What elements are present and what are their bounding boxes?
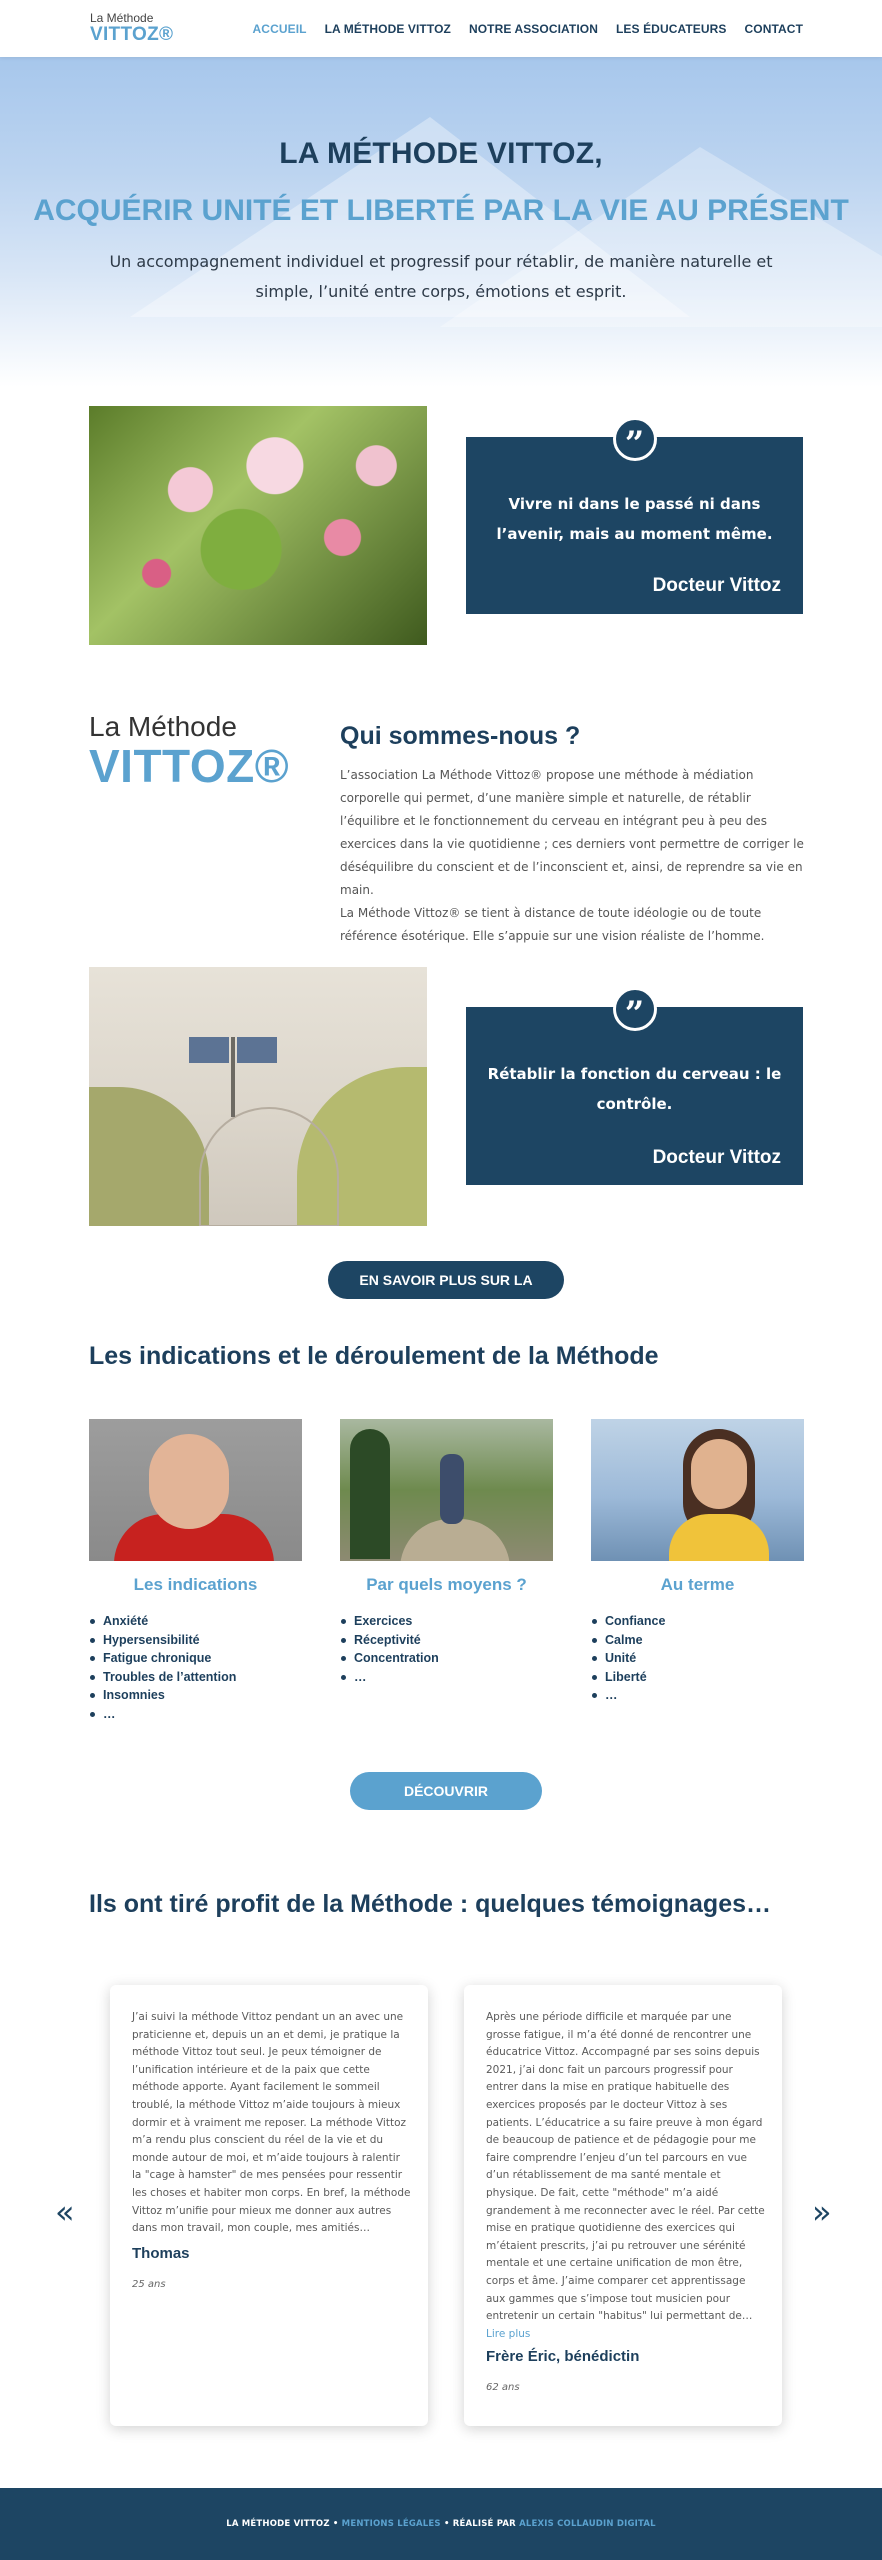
testimonial-age: 25 ans (132, 2279, 166, 2290)
quote-text: Vivre ni dans le passé ni dans l’avenir, mais au moment même. (496, 495, 773, 543)
carousel-prev-icon[interactable]: « (55, 2193, 75, 2231)
nav-contact[interactable]: CONTACT (744, 22, 803, 36)
photo-shape (440, 1454, 464, 1524)
footer-text: LA MÉTHODE VITTOZ • (226, 2519, 339, 2529)
means-photo (340, 1419, 553, 1561)
indications-photo (89, 1419, 302, 1561)
outcome-photo (591, 1419, 804, 1561)
direction-sign (189, 1037, 229, 1063)
about-text (340, 764, 805, 948)
indications-title: Les indications et le déroulement de la Méthode (89, 1342, 659, 1370)
agency-link[interactable]: ALEXIS COLLAUDIN DIGITAL (519, 2519, 656, 2529)
site-header (0, 0, 882, 57)
site-logo[interactable] (90, 12, 173, 44)
testimonial-text (486, 2009, 766, 2343)
carousel-next-icon[interactable]: » (812, 2193, 832, 2231)
sign-post (231, 1037, 235, 1117)
list-item: Concentration (340, 1649, 553, 1668)
list-item: Calme (591, 1631, 804, 1650)
list-item: Anxiété (89, 1612, 302, 1631)
list-item: Troubles de l’attention (89, 1668, 302, 1687)
nav-association[interactable]: NOTRE ASSOCIATION (468, 22, 598, 36)
crossroads-drawing (89, 967, 427, 1226)
column-title: Par quels moyens ? (366, 1575, 527, 1594)
outcome-list (591, 1612, 804, 1705)
testimonial-text (132, 2009, 412, 2238)
list-item: Hypersensibilité (89, 1631, 302, 1650)
logo-line1: La Méthode (90, 11, 154, 25)
quote-author: Docteur Vittoz (652, 1147, 781, 1168)
testimonial-author: Frère Éric, bénédictin (486, 2348, 640, 2365)
quote-box (466, 424, 803, 614)
footer-text: • RÉALISÉ PAR (443, 2519, 516, 2529)
direction-sign (237, 1037, 277, 1063)
quote-box (466, 994, 803, 1185)
photo-shape (669, 1514, 769, 1561)
testimonial-body: Après une période difficile et marquée par une grosse fatigue, il m’a été donné de rencontrer une éducatrice Vittoz. Accompagné par ses soins depuis 2021, j’ai donc fait un parcours progressif pour entrer dans la mise en pratique habituelle des exercices proposés par le docteur Vittoz à ses patients. L’éducatrice a su faire preuve à mon égard de beaucoup de patience et de pédagogie pour me faire comprendre l’enjeu d’un tel parcours en vue d’un rétablissement de ma santé mentale et physique. De fait, cette "méthode" m’a aidé grandement à me reconnecter avec le réel. Par cette mise en pratique quotidienne des exercices qui m’étaient prescrits, j’ai pu retrouver une sérénité mentale et une certaine unification de mon être, corps et âme. J’aime comparer cet apprentissage aux gammes que s’impose tout musicien pour entretenir un certain "habitus" lui permettant de… (486, 2011, 765, 2323)
list-item: Réceptivité (340, 1631, 553, 1650)
hero-subtitle-title: ACQUÉRIR UNITÉ ET LIBERTÉ PAR LA VIE AU PRÉSENT (33, 194, 849, 227)
hero-description: Un accompagnement individuel et progressif pour rétablir, de manière naturelle et simple, l’unité entre corps, émotions et esprit. (109, 252, 773, 301)
list-item: … (89, 1705, 302, 1724)
hill-shape (89, 1087, 209, 1226)
list-item: Liberté (591, 1668, 804, 1687)
photo-shape (149, 1434, 229, 1529)
photo-shape (691, 1439, 747, 1509)
about-title: Qui sommes-nous ? (340, 722, 581, 750)
indications-list (89, 1612, 302, 1723)
photo-shape (400, 1519, 510, 1561)
nav-methode[interactable]: LA MÉTHODE VITTOZ (324, 22, 451, 36)
list-item: … (340, 1668, 553, 1687)
column-title: Les indications (133, 1575, 258, 1594)
discover-association-button[interactable]: DÉCOUVRIR L’ASSOCIATION (350, 1772, 542, 1810)
apple-blossom-photo (89, 406, 427, 645)
about-logo-line2: VITTOZ® (89, 740, 290, 792)
legal-notice-link[interactable]: MENTIONS LÉGALES (341, 2519, 441, 2529)
about-paragraph: L’association La Méthode Vittoz® propose une méthode à médiation corporelle qui permet, d’une manière simple et naturelle, de rétablir l’équilibre et le fonctionnement du cerveau en intégrant peu à peu des exercices dans la vie quotidienne ; ces derniers vont permettre de corriger le déséquilibre du conscient et de l’inconscient et, ainsi, de reprendre sa vie en main. (340, 768, 804, 897)
learn-more-button[interactable]: EN SAVOIR PLUS SUR LA MÉTHODE (328, 1261, 564, 1299)
testimonial-card (464, 1985, 782, 2426)
logo-line2: VITTOZ® (90, 24, 174, 45)
quote-text: Rétablir la fonction du cerveau : le contrôle. (487, 1065, 782, 1113)
list-item: … (591, 1686, 804, 1705)
photo-shape (350, 1429, 390, 1559)
main-nav (253, 22, 803, 36)
read-more-link[interactable]: Lire plus (486, 2327, 531, 2340)
nav-educateurs[interactable]: LES ÉDUCATEURS (616, 22, 727, 36)
about-logo-line1: La Méthode (89, 711, 237, 742)
site-footer (0, 2488, 882, 2560)
testimonial-card (110, 1985, 428, 2426)
testimonials-title: Ils ont tiré profit de la Méthode : quelques témoignages… (89, 1890, 772, 1918)
list-item: Insomnies (89, 1686, 302, 1705)
list-item: Confiance (591, 1612, 804, 1631)
means-list (340, 1612, 553, 1686)
testimonial-author: Thomas (132, 2245, 190, 2262)
testimonial-age: 62 ans (486, 2382, 520, 2393)
hero-banner (0, 57, 882, 387)
quote-icon: ” (613, 987, 657, 1031)
hero-title: LA MÉTHODE VITTOZ, (279, 137, 603, 170)
list-item: Fatigue chronique (89, 1649, 302, 1668)
quote-icon: ” (613, 417, 657, 461)
list-item: Unité (591, 1649, 804, 1668)
testimonial-body: J’ai suivi la méthode Vittoz pendant un an avec une praticienne et, depuis un an et demi, je pratique la méthode Vittoz tout seul. Je peux témoigner de l’unification intérieure et de la paix que cette méthode apporte. Ayant facilement le sommeil troublé, la méthode Vittoz m’aide toujours à mieux dormir et à vraiment me reposer. La méthode Vittoz m’a rendu plus conscient du réel de la vie et du monde autour de moi, et m’aide toujours à ralentir la "cage à hamster" de mes pensées pour ressentir les choses et habiter mon corps. En bref, la méthode Vittoz m’unifie pour mieux me donner aux autres dans mon travail, mon couple, mes amitiés… (132, 2011, 411, 2235)
about-paragraph: La Méthode Vittoz® se tient à distance de toute idéologie ou de toute référence ésotérique. Elle s’appuie sur une vision réaliste de l’homme. (340, 906, 765, 943)
about-logo (89, 711, 290, 792)
quote-author: Docteur Vittoz (652, 575, 781, 596)
list-item: Exercices (340, 1612, 553, 1631)
column-title: Au terme (660, 1575, 735, 1594)
nav-accueil[interactable]: ACCUEIL (252, 22, 307, 36)
